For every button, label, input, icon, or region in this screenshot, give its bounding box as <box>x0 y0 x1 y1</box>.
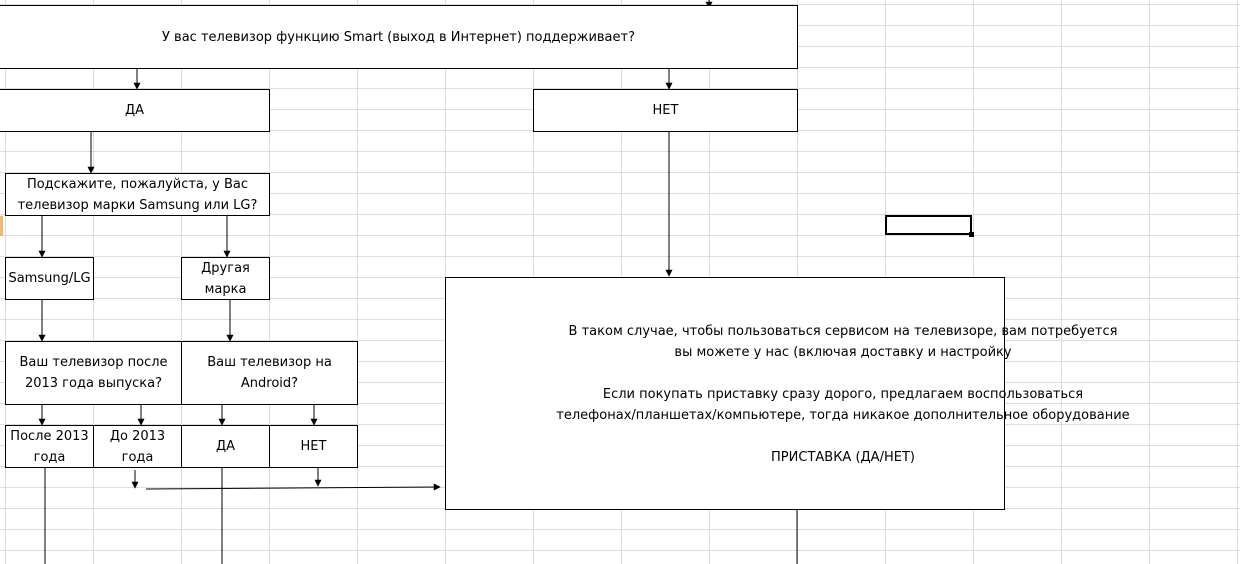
before-2013-line2: года <box>121 449 154 465</box>
info-line-2: вы можете у нас (включая доставку и настройку <box>674 345 1012 360</box>
after-2013-line2: года <box>33 449 66 465</box>
info-line-4: телефонах/планшетах/компьютере, тогда никакое дополнительное оборудование <box>556 408 1130 423</box>
question-year-line2: 2013 года выпуска? <box>24 376 163 391</box>
other-brand-line1: Другая <box>201 260 250 276</box>
samsung-lg-text: Samsung/LG <box>8 271 91 286</box>
android-no-text: НЕТ <box>300 439 327 454</box>
question-brand-box <box>5 173 270 216</box>
question-brand-line2: телевизор марки Samsung или LG? <box>17 197 258 213</box>
info-line-3: Если покупать приставку сразу дорого, предлагаем воспользоваться <box>602 387 1084 402</box>
other-brand-line2: марка <box>204 281 247 297</box>
info-line-1: В таком случае, чтобы пользоваться сервисом на телевизоре, вам потребуется <box>568 324 1118 339</box>
before-2013-box <box>93 425 182 468</box>
samsung-lg-box <box>5 257 94 300</box>
after-2013-box <box>5 425 94 468</box>
selected-cell[interactable] <box>885 215 972 235</box>
question-year-box <box>5 341 182 405</box>
arrow-to-info <box>146 487 440 489</box>
android-no-box <box>269 425 358 468</box>
question-android-line2: Android? <box>240 376 299 391</box>
no-smart-box <box>533 89 798 132</box>
other-brand-box <box>181 257 270 300</box>
before-2013-line1: До 2013 <box>109 428 166 444</box>
no-smart-text: НЕТ <box>652 103 679 118</box>
question-android-box <box>181 341 358 405</box>
question-year-line1: Ваш телевизор после <box>19 355 168 370</box>
after-2013-line1: После 2013 <box>10 428 89 444</box>
info-line-5: ПРИСТАВКА (ДА/НЕТ) <box>771 450 915 465</box>
yes-smart-text: ДА <box>124 103 145 118</box>
question-brand-line1: Подскажите, пожалуйста, у Вас <box>26 176 249 192</box>
android-yes-box <box>181 425 270 468</box>
fill-handle[interactable] <box>969 232 974 237</box>
android-yes-text: ДА <box>215 439 236 454</box>
yes-smart-box <box>0 89 270 132</box>
info-box <box>445 277 1130 510</box>
question-android-line1: Ваш телевизор на <box>207 355 332 370</box>
question-smart-text: У вас телевизор функцию Smart (выход в Интернет) поддерживает? <box>161 29 635 45</box>
question-smart-box <box>0 5 798 69</box>
